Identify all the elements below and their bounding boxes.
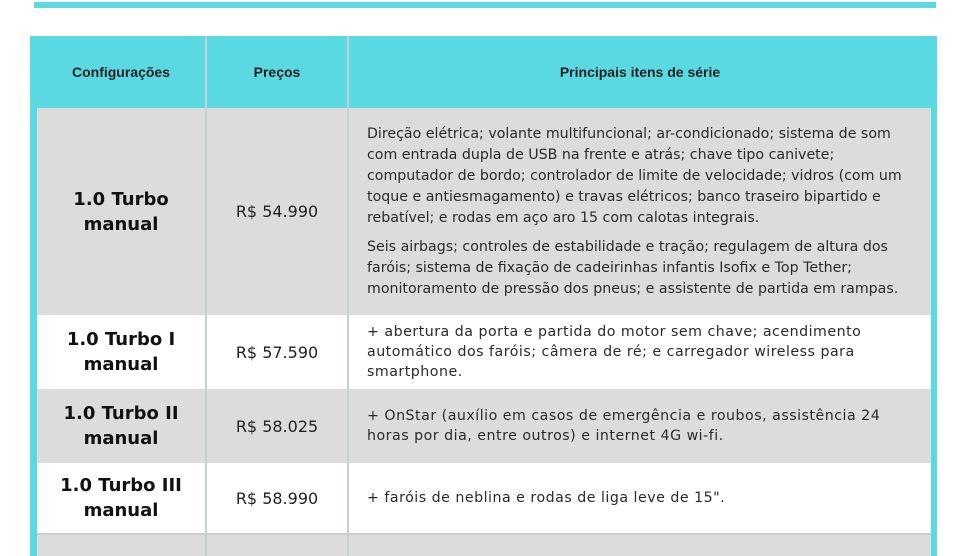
header-precos: Preços: [253, 64, 301, 80]
items-paragraph: + faróis de neblina e rodas de liga leve de 15".: [367, 490, 726, 506]
items-paragraph: Direção elétrica; volante multifuncional; ar-condicionado; sistema de som com entrada dupla de USB na frente e atrás; chave tipo canivete; computador de bordo; controlador de limite de velocidade; vidros (com um toque e antiesmagamento) e travas elétricos; banco traseiro bipartido e rebatível; e rodas em aço aro 15 com calotas integrais.: [367, 125, 902, 226]
header-itens: Principais itens de série: [559, 64, 721, 80]
items-text: [349, 315, 919, 389]
config-name: 1.0 Turbo II manual: [63, 403, 179, 449]
price-value: R$ 57.590: [235, 342, 319, 362]
row-divider: [37, 533, 931, 535]
table-row: [37, 389, 931, 463]
column-divider: [347, 36, 349, 556]
items-paragraph: Seis airbags; controles de estabilidade e tração; regulagem de altura dos faróis; sistema de fixação de cadeirinhas infantis Isofix e Top Tether; monitoramento de pressão dos pneus; e assistente de partida em rampas.: [367, 238, 899, 297]
items-paragraph: + OnStar (auxílio em casos de emergência e roubos, assistência 24 horas por dia, entre outros) e internet 4G wi-fi.: [367, 408, 881, 444]
items-paragraph: + abertura da porta e partida do motor sem chave; acendimento automático dos faróis; câmera de ré; e carregador wireless para smartphone.: [367, 324, 862, 380]
config-name: 1.0 Turbo I manual: [66, 329, 176, 375]
top-accent-rule: [34, 2, 936, 8]
header-configuracoes: Configurações: [71, 64, 170, 80]
items-text: [349, 108, 919, 315]
table-row: [37, 108, 931, 315]
price-value: R$ 58.025: [235, 416, 319, 436]
price-value: R$ 54.990: [235, 202, 319, 221]
table-row: [37, 533, 931, 556]
items-text: [349, 463, 919, 533]
table-row: [37, 315, 931, 389]
column-divider: [205, 36, 207, 556]
trim-price-table: [37, 36, 931, 556]
price-value: R$ 58.990: [235, 488, 319, 508]
config-name: 1.0 Turbo III manual: [60, 475, 182, 521]
table-row: [37, 463, 931, 533]
items-text: [349, 389, 919, 463]
config-name: 1.0 Turbo manual: [73, 188, 169, 235]
